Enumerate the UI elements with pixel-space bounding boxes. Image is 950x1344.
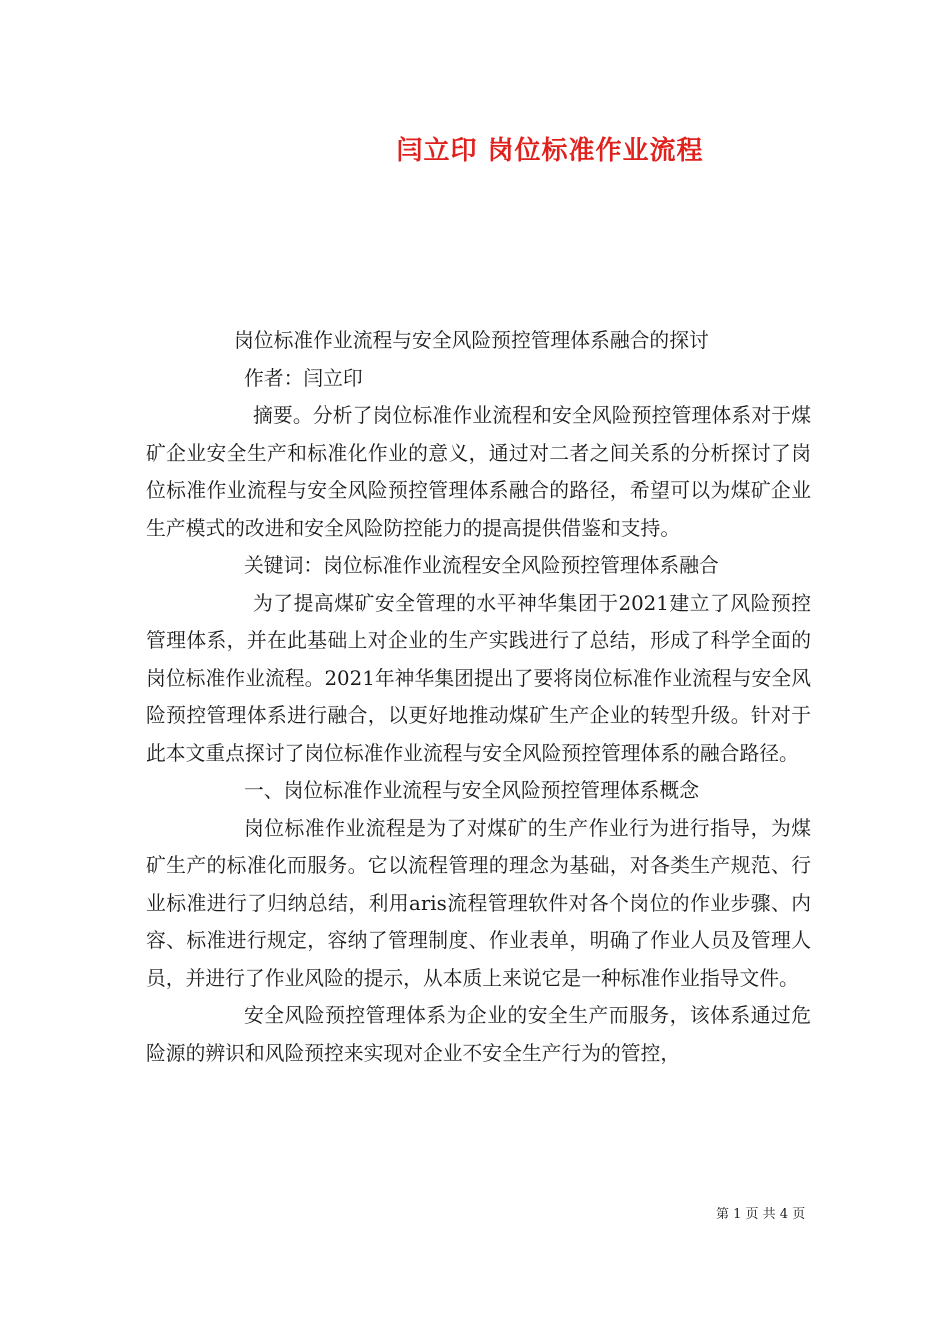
page-number: 第 1 页 共 4 页 [716, 1207, 806, 1222]
intro-paragraph: 为了提高煤矿安全管理的水平神华集团于2021建立了风险预控管理体系，并在此基础上对企业的生产实践进行了总结，形成了科学全面的岗位标准作业流程。2021年神华集团提出了要将岗位标准作业流程与安全风险预控管理体系进行融合，以更好地推动煤矿生产企业的转型升级。针对于此本文重点探讨了岗位标准作业流程与安全风险预控管理体系的融合路径。 [146, 591, 811, 765]
section-heading: 一、岗位标准作业流程与安全风险预控管理体系概念 [244, 779, 699, 802]
keywords-line: 关键词：岗位标准作业流程安全风险预控管理体系融合 [244, 554, 719, 577]
author-line: 作者：闫立印 [244, 366, 363, 390]
document-body [146, 322, 811, 1072]
body-paragraph: 岗位标准作业流程是为了对煤矿的生产作业行为进行指导，为煤矿生产的标准化而服务。它以流程管理的理念为基础，对各类生产规范、行业标准进行了归纳总结，利用aris流程管理软件对各个岗位的作业步骤、内容、标准进行规定，容纳了管理制度、作业表单，明确了作业人员及管理人员，并进行了作业风险的提示，从本质上来说它是一种标准作业指导文件。 [146, 816, 811, 990]
document-title: 闫立印 岗位标准作业流程 [396, 136, 704, 166]
article-title: 岗位标准作业流程与安全风险预控管理体系融合的探讨 [234, 329, 709, 352]
body-paragraph: 安全风险预控管理体系为企业的安全生产而服务，该体系通过危险源的辨识和风险预控来实现对企业不安全生产行为的管控， [146, 1004, 811, 1065]
abstract-paragraph: 摘要。分析了岗位标准作业流程和安全风险预控管理体系对于煤矿企业安全生产和标准化作业的意义，通过对二者之间关系的分析探讨了岗位标准作业流程与安全风险预控管理体系融合的路径，希望可以为煤矿企业生产模式的改进和安全风险防控能力的提高提供借鉴和支持。 [146, 404, 811, 540]
